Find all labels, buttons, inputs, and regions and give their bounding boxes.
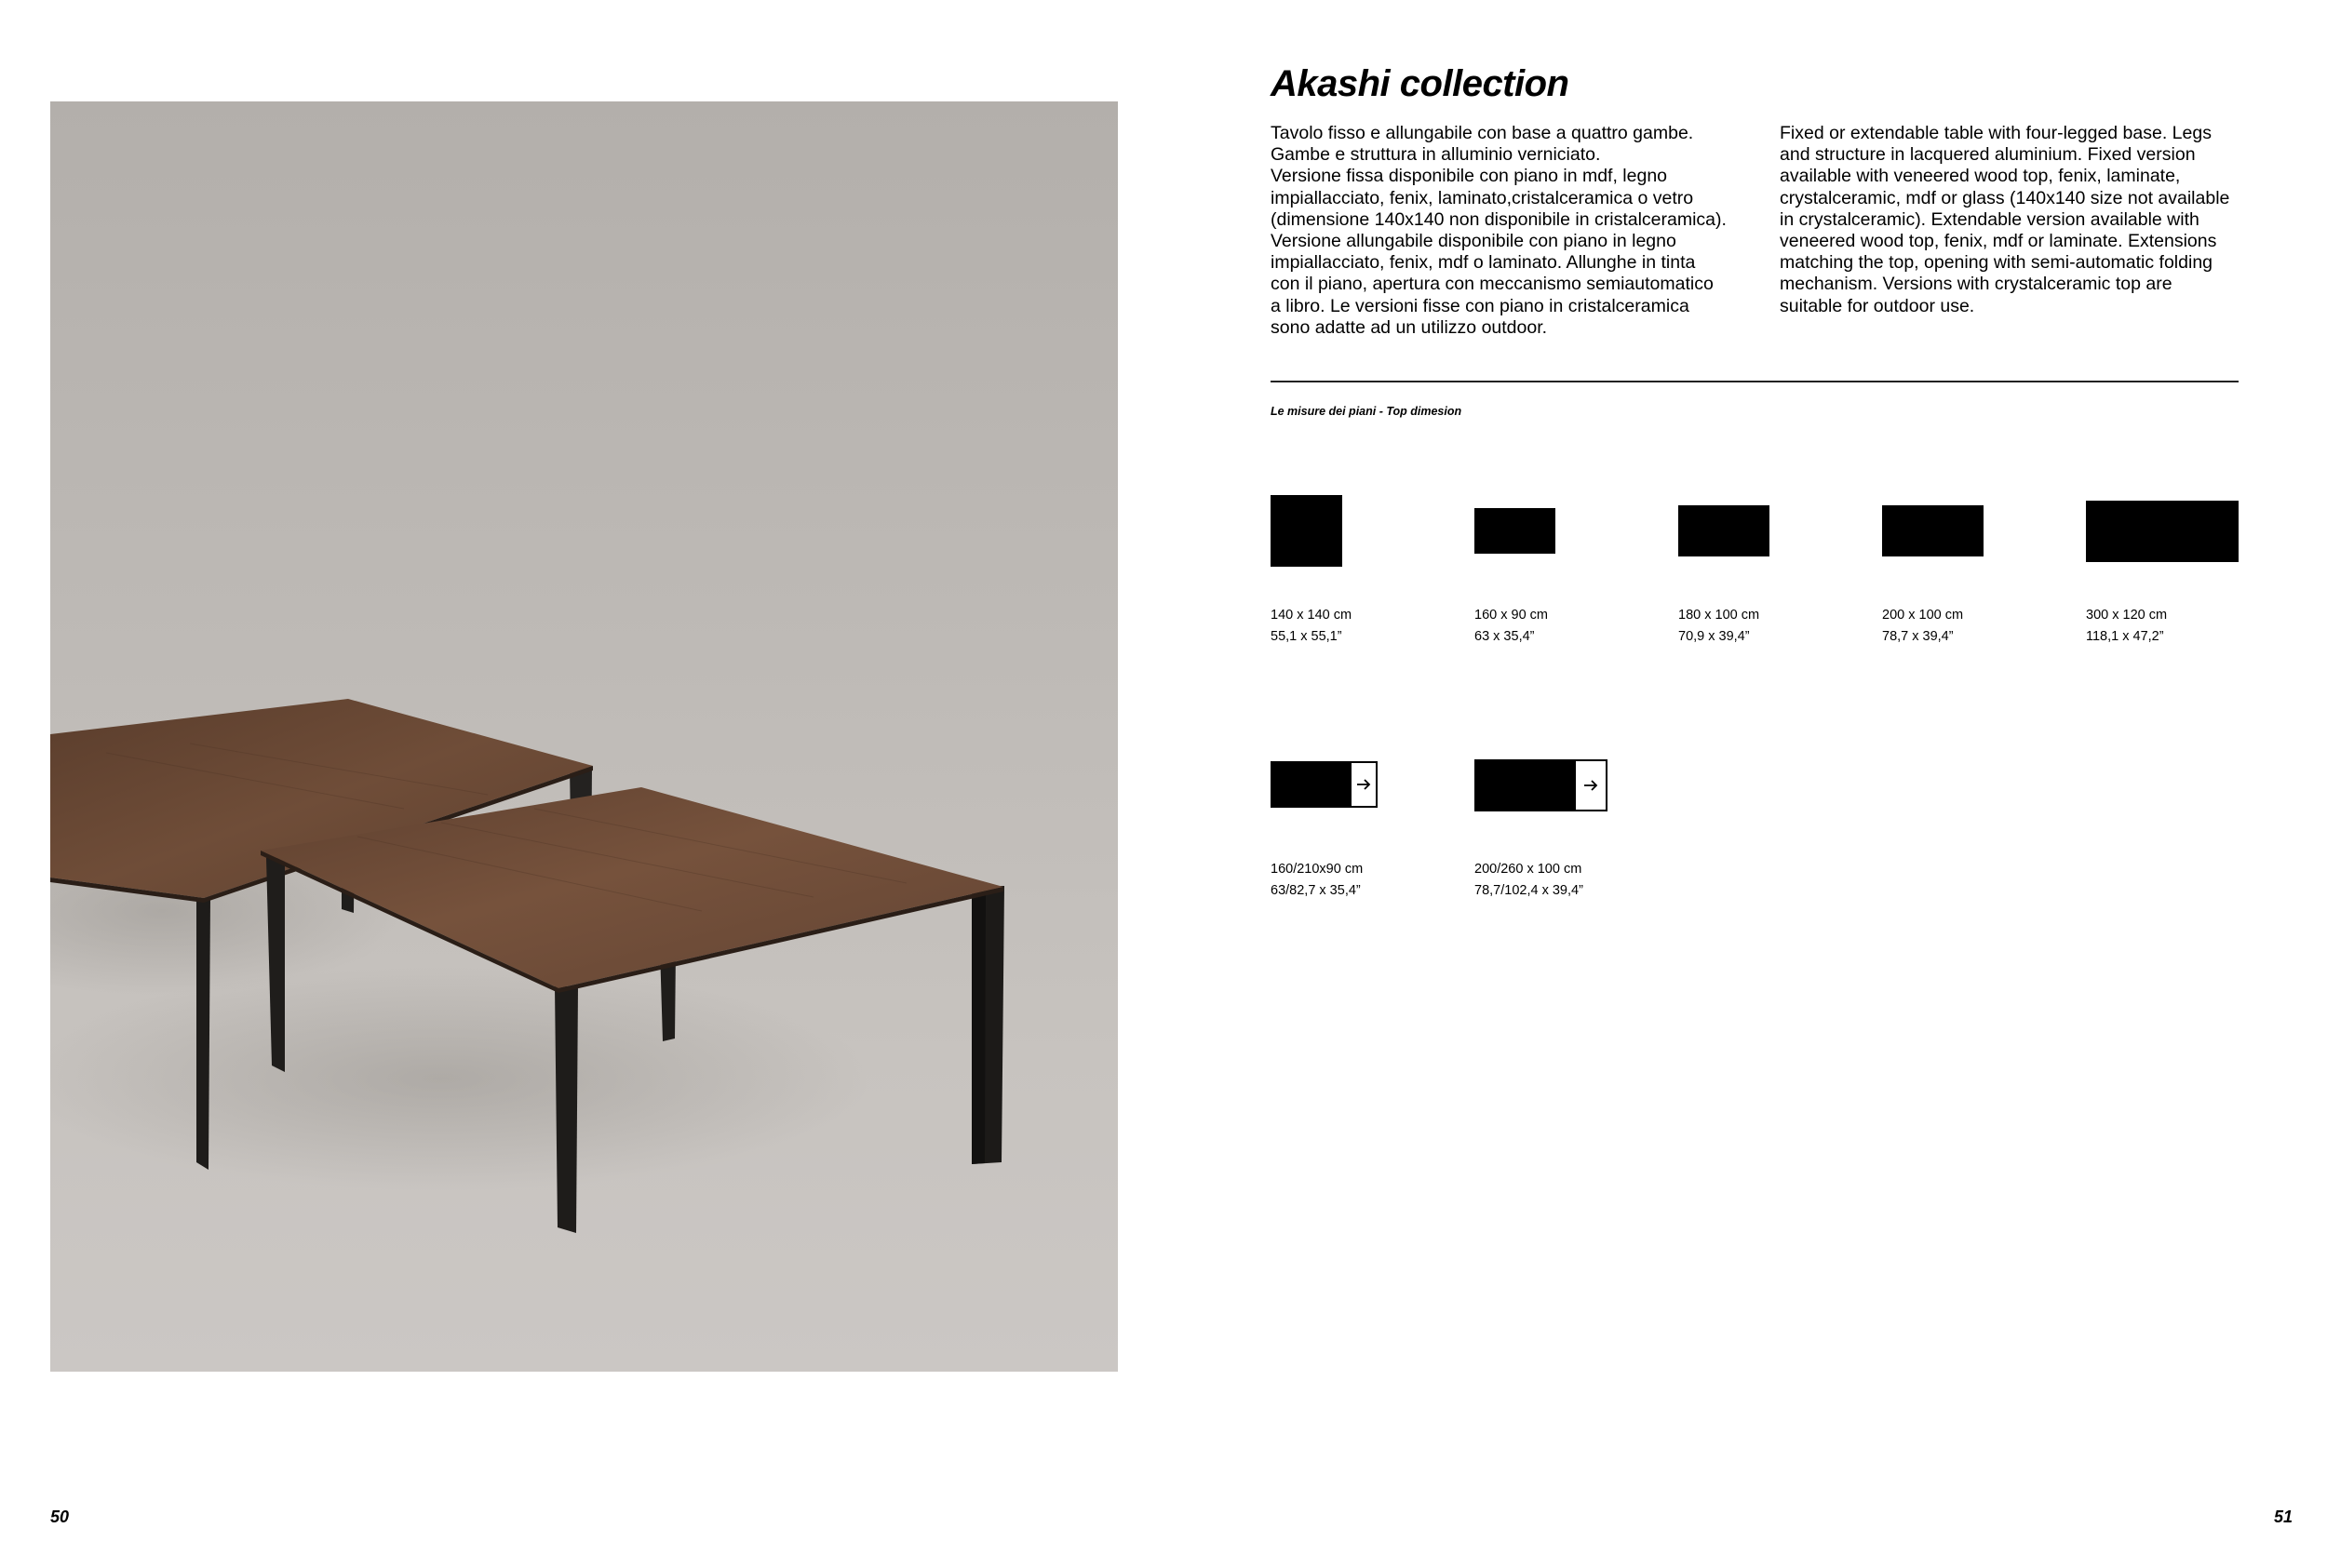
size-cm: 160/210x90 cm	[1271, 862, 1364, 877]
top-shape-extendable-160-210x90	[1271, 761, 1378, 808]
product-photo	[50, 101, 1118, 1372]
size-cm: 140 x 140 cm	[1271, 608, 1352, 623]
top-shape-160x90	[1474, 508, 1555, 554]
description-italian: Tavolo fisso e allungabile con base a quattro gambe. Gambe e struttura in alluminio verniciato. Versione fissa disponibile con piano in mdf, legno impiallacciato, fenix, laminato,cristalceramica o vetro (dimensione 140x140 non disponibile in cristalceramica). Versione allungabile disponibile con piano in legno impiallacciato, fenix, mdf o laminato. Allunghe in tinta con il piano, apertura con meccanismo semiautomatico a libro. Le versioni fisse con piano in cristalceramica sono adatte ad un utilizzo outdoor.	[1271, 123, 1727, 338]
top-shape-300x120	[2086, 501, 2239, 562]
size-cm: 180 x 100 cm	[1678, 608, 1760, 623]
akashi-tables-image	[50, 101, 1118, 1372]
size-inch: 78,7 x 39,4”	[1882, 629, 1954, 644]
page-number-right: 51	[2274, 1508, 2293, 1526]
size-inch: 118,1 x 47,2”	[2086, 629, 2164, 644]
size-label	[1271, 859, 1363, 902]
size-cm: 200/260 x 100 cm	[1474, 862, 1582, 877]
extension-leaf	[1350, 763, 1376, 806]
size-inch: 78,7/102,4 x 39,4”	[1474, 883, 1583, 898]
size-inch: 55,1 x 55,1”	[1271, 629, 1342, 644]
size-label	[1882, 605, 1963, 648]
top-shape-200x100	[1882, 505, 1984, 556]
top-shape-140x140	[1271, 495, 1342, 567]
arrow-right-icon	[1356, 778, 1371, 791]
size-inch: 63/82,7 x 35,4”	[1271, 883, 1361, 898]
page-number-left: 50	[50, 1508, 70, 1526]
size-label	[1474, 605, 1548, 648]
size-inch: 70,9 x 39,4”	[1678, 629, 1750, 644]
sizes-heading: Le misure dei piani - Top dimesion	[1271, 405, 1462, 418]
size-label	[1271, 605, 1352, 648]
divider	[1271, 381, 2239, 382]
description-english: Fixed or extendable table with four-legged base. Legs and structure in lacquered aluminium. Fixed version available with veneered wood top, fenix, laminate, crystalceramic, mdf or glass (140x140 size not available in crystalceramic). Extendable version available with veneered wood top, fenix, mdf or laminate. Extensions matching the top, opening with semi-automatic folding mechanism. Versions with crystalceramic top are suitable for outdoor use.	[1780, 123, 2230, 316]
collection-title: Akashi collection	[1271, 63, 1569, 104]
size-inch: 63 x 35,4”	[1474, 629, 1535, 644]
arrow-right-icon	[1583, 779, 1598, 792]
size-label	[1474, 859, 1583, 902]
size-cm: 200 x 100 cm	[1882, 608, 1964, 623]
size-label	[1678, 605, 1759, 648]
extension-leaf	[1574, 761, 1606, 810]
size-cm: 160 x 90 cm	[1474, 608, 1548, 623]
top-shape-180x100	[1678, 505, 1769, 556]
top-shape-extendable-200-260x100	[1474, 759, 1607, 811]
size-cm: 300 x 120 cm	[2086, 608, 2168, 623]
size-label	[2086, 605, 2167, 648]
